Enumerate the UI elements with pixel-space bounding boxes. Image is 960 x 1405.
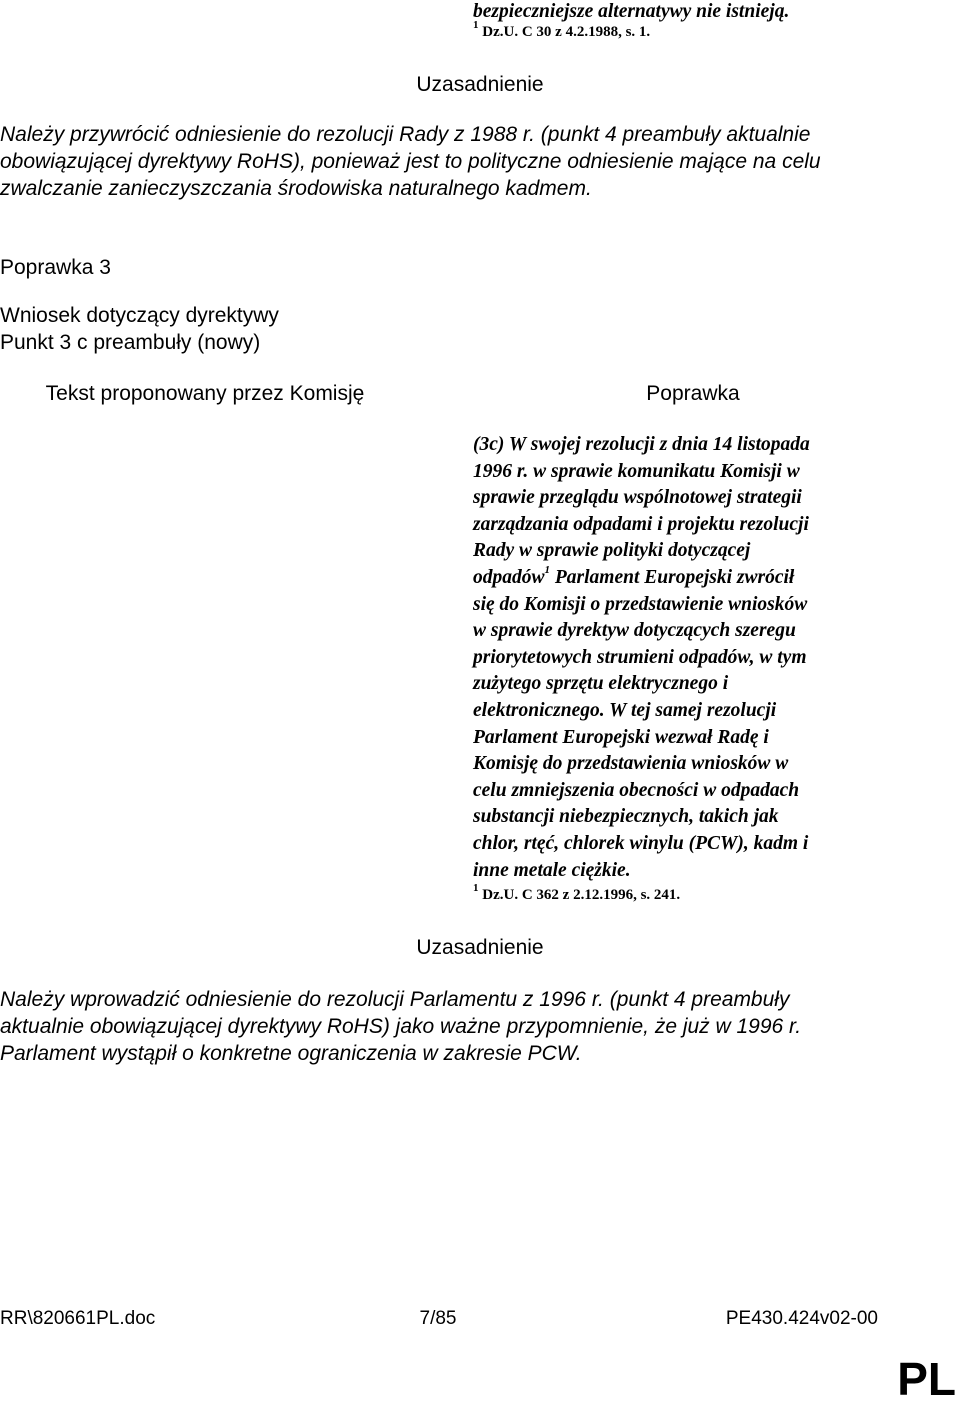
amendment-line: Rady w sprawie polityki dotyczącej xyxy=(473,540,751,562)
amendment-line: (3c) W swojej rezolucji z dnia 14 listopada xyxy=(473,434,810,455)
amendment-line: celu zmniejszenia obecności w odpadach xyxy=(473,779,800,801)
amendment-text xyxy=(473,432,913,884)
amendment-line: chlor, rtęć, chlorek winylu (PCW), kadm i xyxy=(473,832,809,854)
justification-line: aktualnie obowiązującej dyrektywy RoHS) jako ważne przypomnienie, że już w 1996 r. xyxy=(0,1015,802,1039)
continued-text: bezpieczniejsze alternatywy nie istnieją. xyxy=(473,1,790,22)
justification-line: Należy wprowadzić odniesienie do rezolucji Parlamentu z 1996 r. (punkt 4 preambuły xyxy=(0,988,790,1011)
justification-body xyxy=(0,986,880,1068)
amendment-subject xyxy=(0,302,279,356)
column-header-amendment: Poprawka xyxy=(646,382,740,405)
subject-line: Wniosek dotyczący dyrektywy xyxy=(0,304,279,327)
amendment-fragment: Parlament Europejski zwrócił xyxy=(550,566,795,588)
footnote-text: Dz.U. C 362 z 2.12.1996, s. 241. xyxy=(482,887,681,903)
amendment-line xyxy=(473,565,913,592)
footnote-top xyxy=(473,19,651,42)
amendment-line: zarządzania odpadami i projektu rezolucji xyxy=(473,513,809,535)
justification-heading: Uzasadnienie xyxy=(416,936,544,959)
justification-heading: Uzasadnienie xyxy=(416,73,544,96)
amendment-title: Poprawka 3 xyxy=(0,256,111,279)
footer-page-number: 7/85 xyxy=(419,1308,457,1329)
amendment-line: się do Komisji o przedstawienie wniosków xyxy=(473,593,808,615)
footnote-amendment xyxy=(473,882,681,905)
footer-pe-ref: PE430.424v02-00 xyxy=(725,1308,878,1329)
amendment-line: priorytetowych strumieni odpadów, w tym xyxy=(473,646,807,668)
amendment-line: Parlament Europejski wezwał Radę i xyxy=(473,726,769,748)
language-code: PL xyxy=(897,1353,956,1405)
subject-line: Punkt 3 c preambuły (nowy) xyxy=(0,331,261,354)
amendment-line: w sprawie dyrektyw dotyczących szeregu xyxy=(473,620,796,642)
justification-line: Parlament wystąpił o konkretne ograniczenia w zakresie PCW. xyxy=(0,1042,582,1066)
amendment-line: substancji niebezpiecznych, takich jak xyxy=(473,806,779,828)
amendment-line: inne metale ciężkie. xyxy=(473,859,631,881)
justification-line: obowiązującej dyrektywy RoHS), ponieważ jest to polityczne odniesienie mające na celu xyxy=(0,150,821,174)
amendment-line: zużytego sprzętu elektrycznego i xyxy=(473,673,729,695)
footer-doc-ref: RR\820661PL.doc xyxy=(0,1308,156,1329)
footnote-marker: 1 xyxy=(544,564,551,577)
amendment-line: 1996 r. w sprawie komunikatu Komisji w xyxy=(473,460,800,482)
footnote-marker: 1 xyxy=(473,882,479,894)
footnote-marker: 1 xyxy=(473,19,479,31)
justification-line: zwalczanie zanieczyszczania środowiska naturalnego kadmem. xyxy=(0,177,592,201)
column-header-commission: Tekst proponowany przez Komisję xyxy=(45,382,365,405)
amendment-line: sprawie przeglądu wspólnotowej strategii xyxy=(473,487,802,509)
justification-body xyxy=(0,121,880,203)
amendment-line: elektronicznego. W tej samej rezolucji xyxy=(473,699,777,721)
amendment-line: Komisję do przedstawienia wniosków w xyxy=(473,753,789,775)
amendment-fragment: odpadów xyxy=(473,566,545,588)
footnote-text: Dz.U. C 30 z 4.2.1988, s. 1. xyxy=(482,24,651,40)
justification-line: Należy przywrócić odniesienie do rezolucji Rady z 1988 r. (punkt 4 preambuły aktualnie xyxy=(0,123,811,146)
